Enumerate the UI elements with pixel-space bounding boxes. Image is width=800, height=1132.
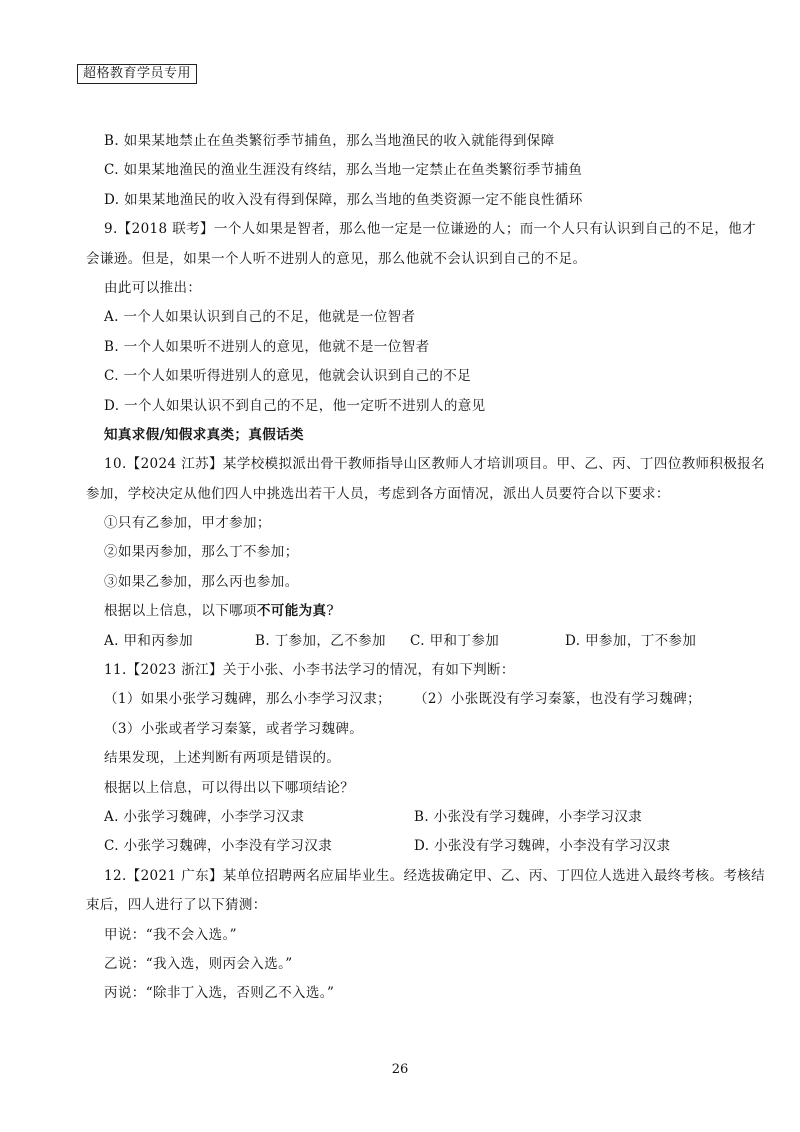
q11-judgement-2: （2）小张既没有学习秦篆，也没有学习魏碑； — [414, 691, 701, 708]
q11-options-row-1 — [104, 806, 706, 835]
q10-options-row — [104, 630, 706, 659]
q11-judgement-1: （1）如果小张学习魏碑，那么小李学习汉隶； — [104, 691, 391, 708]
q12-guess-yi: 乙说：“我入选，则丙会入选。” — [104, 955, 293, 972]
q11-judgement-3: （3）小张或者学习秦篆，或者学习魏碑。 — [104, 720, 364, 737]
q10-condition-3: ③如果乙参加，那么丙也参加。 — [104, 573, 299, 590]
q10-prompt-post: ? — [326, 603, 335, 620]
q9-option-a: A. 一个人如果认识到自己的不足，他就是一位智者 — [104, 309, 416, 326]
q10-prompt-emphasis: 不可能为真 — [256, 603, 327, 620]
q10-option-c: C. 甲和丁参加 — [410, 632, 500, 649]
header-tag: 超格教育学员专用 — [77, 64, 197, 84]
q10-option-d: D. 甲参加，丁不参加 — [565, 632, 697, 649]
q10-stem-line1: 10.【2024 江苏】某学校模拟派出骨干教师指导山区教师人才培训项目。甲、乙、丙、丁四位教师积极报名 — [104, 456, 766, 473]
q11-option-c: C. 小张学习魏碑，小李没有学习汉隶 — [104, 838, 333, 855]
q9-option-b: B. 一个人如果听不进别人的意见，他就不是一位智者 — [104, 338, 430, 355]
page-number: 26 — [391, 1062, 409, 1077]
q9-stem-line1: 9.【2018 联考】一个人如果是智者，那么他一定是一位谦逊的人；而一个人只有认识到自己的不足，他才 — [104, 221, 757, 238]
q8-option-d: D. 如果某地渔民的收入没有得到保障，那么当地的鱼类资源一定不能良性循环 — [104, 191, 583, 208]
q12-stem-line1: 12.【2021 广东】某单位招聘两名应届毕业生。经选拔确定甲、乙、丙、丁四位人选进入最终考核。考核结 — [104, 867, 766, 884]
q11-options-row-2 — [104, 835, 706, 864]
q10-stem-line2: 参加，学校决定从他们四人中挑选出若干人员，考虑到各方面情况，派出人员要符合以下要求： — [86, 485, 670, 502]
q12-guess-bing: 丙说：“除非丁入选，否则乙不入选。” — [104, 985, 335, 1002]
q10-prompt — [104, 600, 706, 629]
q8-option-b: B. 如果某地禁止在鱼类繁衍季节捕鱼，那么当地渔民的收入就能得到保障 — [104, 133, 555, 149]
q12-guess-jia: 甲说：“我不会入选。” — [104, 926, 237, 943]
q11-option-a: A. 小张学习魏碑，小李学习汉隶 — [104, 808, 305, 825]
q11-option-d: D. 小张没有学习魏碑，小李没有学习汉隶 — [414, 838, 671, 855]
q11-prompt: 根据以上信息，可以得出以下哪项结论？ — [104, 779, 355, 796]
q10-option-b: B. 丁参加，乙不参加 — [255, 632, 386, 649]
q8-option-c: C. 如果某地渔民的渔业生涯没有终结，那么当地一定禁止在鱼类繁衍季节捕鱼 — [104, 162, 583, 179]
q9-stem-line2: 会谦逊。但是，如果一个人听不进别人的意见，那么他就不会认识到自己的不足。 — [86, 250, 587, 267]
q9-option-d: D. 一个人如果认识不到自己的不足，他一定听不进别人的意见 — [104, 397, 486, 414]
q10-prompt-pre: 根据以上信息，以下哪项 — [104, 603, 257, 620]
q11-judgements-row — [104, 688, 706, 717]
section-heading: 知真求假/知假求真类；真假话类 — [104, 426, 304, 443]
q11-stem: 11.【2023 浙江】关于小张、小李书法学习的情况，有如下判断： — [104, 662, 515, 679]
q10-condition-2: ②如果丙参加，那么丁不参加； — [104, 544, 299, 561]
q10-option-a: A. 甲和丙参加 — [104, 632, 194, 649]
q9-prompt: 由此可以推出： — [104, 279, 202, 296]
q11-option-b: B. 小张没有学习魏碑，小李学习汉隶 — [414, 808, 643, 825]
page-body — [86, 130, 766, 1012]
q10-condition-1: ①只有乙参加，甲才参加； — [104, 515, 271, 532]
q12-stem-line2: 束后，四人进行了以下猜测： — [86, 897, 267, 914]
q11-result: 结果发现，上述判断有两项是错误的。 — [104, 750, 341, 767]
q9-option-c: C. 一个人如果听得进别人的意见，他就会认识到自己的不足 — [104, 368, 472, 385]
